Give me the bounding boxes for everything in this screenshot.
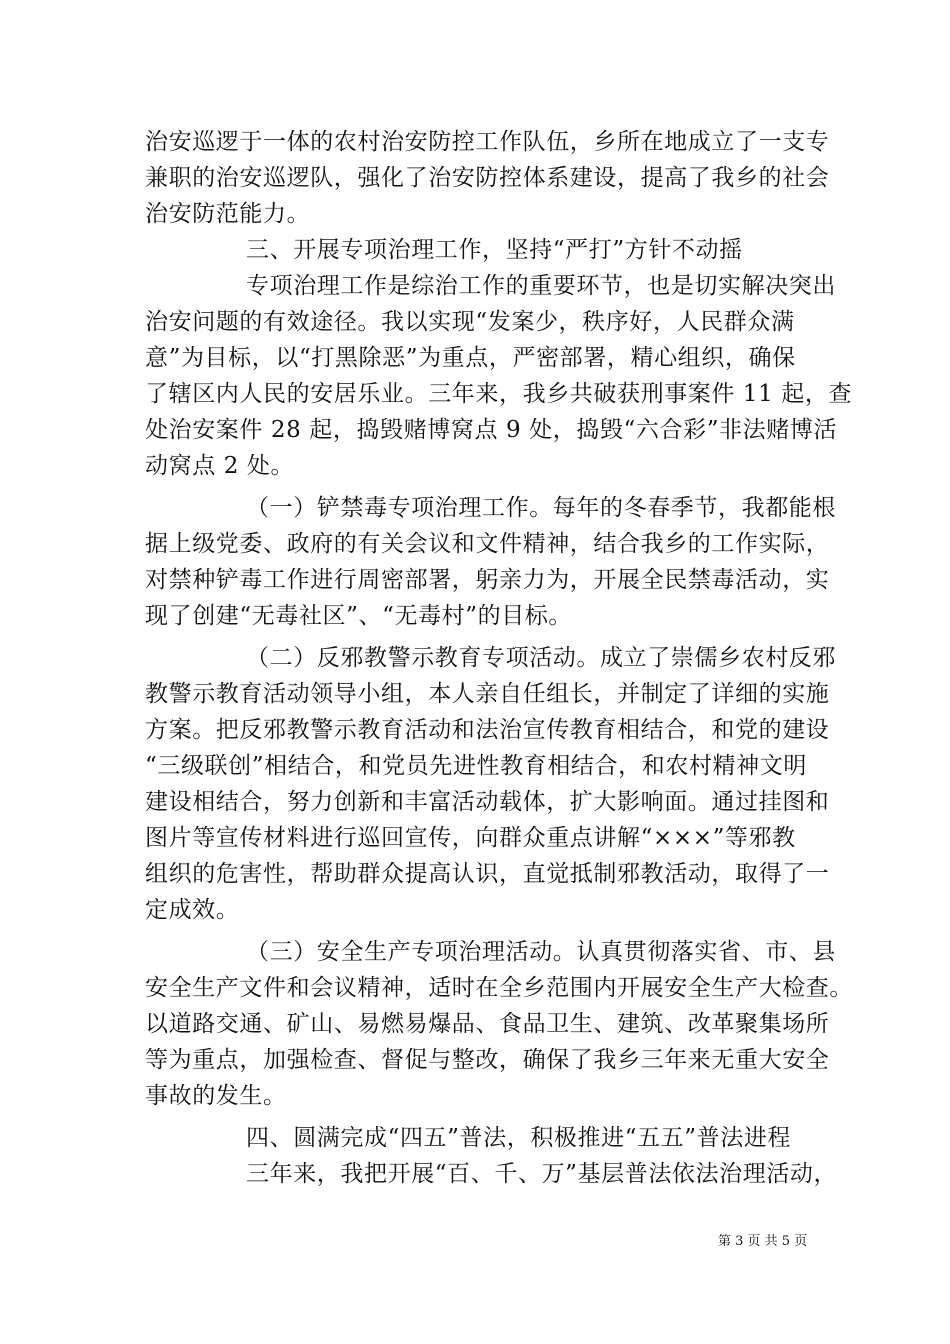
text-line: （一）铲禁毒专项治理工作。每年的冬春季节，我都能根	[246, 495, 836, 521]
text-line: 据上级党委、政府的有关会议和文件精神，结合我乡的工作实际，	[145, 531, 830, 557]
text-line: 动窝点 2 处。	[145, 453, 295, 479]
text-line: 安全生产文件和会议精神，适时在全乡范围内开展安全生产大检查。	[145, 975, 853, 1001]
text-line: （二）反邪教警示教育专项活动。成立了崇儒乡农村反邪	[246, 645, 836, 671]
text-line: 处治安案件 28 起，捣毁赌博窝点 9 处，捣毁“六合彩”非法赌博活	[145, 417, 838, 443]
section-heading: 四、圆满完成“四五”普法，积极推进“五五”普法进程	[246, 1125, 792, 1151]
text-line: 治安巡逻于一体的农村治安防控工作队伍，乡所在地成立了一支专	[145, 129, 830, 155]
text-line: 事故的发生。	[145, 1083, 287, 1109]
text-line: 了辖区内人民的安居乐业。三年来，我乡共破获刑事案件 11 起，查	[145, 381, 853, 407]
text-line: 方案。把反邪教警示教育活动和法治宣传教育相结合，和党的建设	[145, 717, 830, 743]
text-line: 图片等宣传材料进行巡回宣传，向群众重点讲解“×××”等邪教	[145, 825, 796, 851]
text-line: 教警示教育活动领导小组，本人亲自任组长，并制定了详细的实施	[145, 681, 830, 707]
text-line: 以道路交通、矿山、易燃易爆品、食品卫生、建筑、改革聚集场所	[145, 1011, 830, 1037]
text-line: （三）安全生产专项治理活动。认真贯彻落实省、市、县	[246, 939, 836, 965]
text-line: 兼职的治安巡逻队，强化了治安防控体系建设，提高了我乡的社会	[145, 165, 830, 191]
text-line: “三级联创”相结合，和党员先进性教育相结合，和农村精神文明	[145, 753, 807, 779]
text-line: 等为重点，加强检查、督促与整改，确保了我乡三年来无重大安全	[145, 1047, 830, 1073]
text-line: 建设相结合，努力创新和丰富活动载体，扩大影响面。通过挂图和	[145, 789, 830, 815]
text-line: 定成效。	[145, 897, 240, 923]
section-heading: 三、开展专项治理工作，坚持“严打”方针不动摇	[246, 237, 743, 263]
page-number: 第 3 页 共 5 页	[718, 1234, 808, 1249]
text-line: 意”为目标，以“打黑除恶”为重点，严密部署，精心组织，确保	[145, 345, 796, 371]
text-line: 组织的危害性，帮助群众提高认识，直觉抵制邪教活动，取得了一	[145, 861, 830, 887]
text-line: 专项治理工作是综治工作的重要环节，也是切实解决突出	[246, 273, 836, 299]
text-line: 对禁种铲毒工作进行周密部署，躬亲力为，开展全民禁毒活动，实	[145, 567, 830, 593]
text-line: 三年来，我把开展“百、千、万”基层普法依法治理活动，	[246, 1161, 838, 1187]
text-line: 治安防范能力。	[145, 201, 311, 227]
text-line: 现了创建“无毒社区”、“无毒村”的目标。	[145, 603, 573, 629]
text-line: 治安问题的有效途径。我以实现“发案少，秩序好，人民群众满	[145, 309, 795, 335]
